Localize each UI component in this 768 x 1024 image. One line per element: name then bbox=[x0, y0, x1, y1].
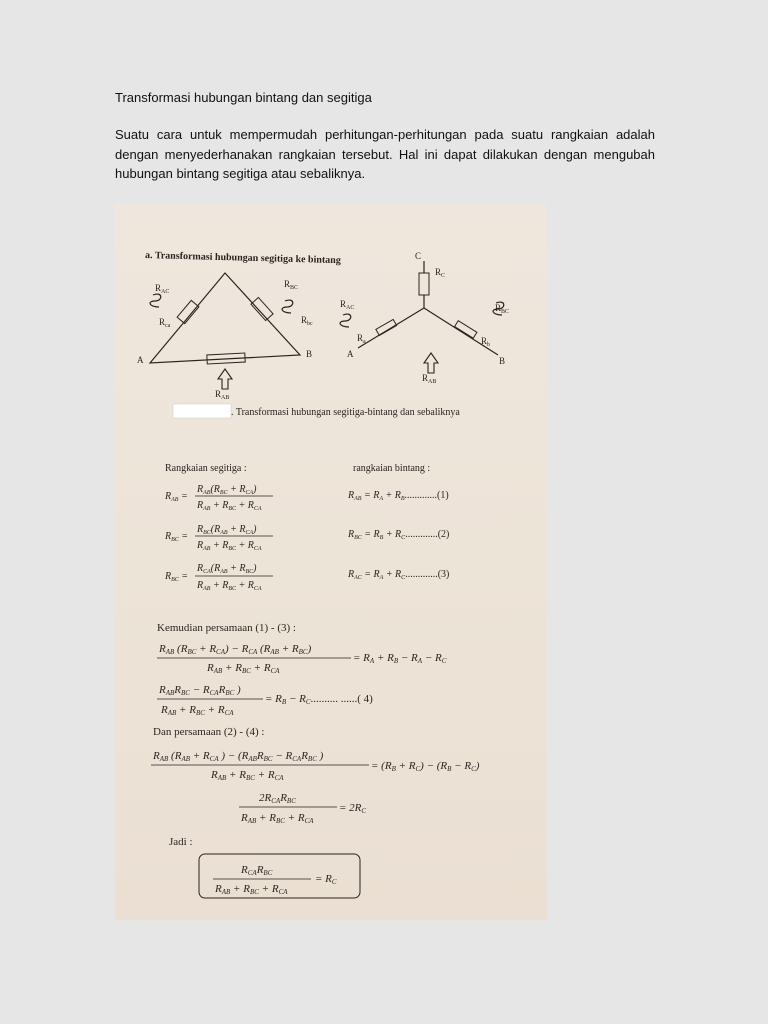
svg-text:= RA + RB − RA − RC: = RA + RB − RA − RC bbox=[353, 652, 447, 665]
svg-text:RAB + RBC + RCA: RAB + RBC + RCA bbox=[207, 662, 280, 675]
delta-circuit bbox=[137, 273, 313, 401]
document-paragraph: Suatu cara untuk mempermudah perhitungan-perhitungan pada suatu rangkaian adalah dengan menyederhanakan rangkaian tersebut. Hal ini dapat dilakukan dengan mengubah hubungan bintang segitiga atau sebaliknya. bbox=[115, 127, 655, 181]
svg-text:= RC: = RC bbox=[315, 873, 337, 886]
redaction-box bbox=[173, 404, 231, 418]
result-equation bbox=[213, 864, 337, 896]
svg-text:B: B bbox=[499, 356, 506, 366]
textbook-photo bbox=[115, 203, 547, 920]
figure-caption: . Transformasi hubungan segitiga-bintang dan sebaliknya bbox=[231, 407, 460, 418]
svg-text:RABRBC − RCARBC ): RABRBC − RCARBC ) bbox=[159, 684, 241, 697]
svg-text:RAB + RBC + RCA: $R_{AB} + R_{BC} + R_{CA}$ bbox=[197, 500, 262, 512]
svg-text:B: B bbox=[306, 349, 313, 359]
delta-equations bbox=[164, 484, 273, 592]
section-delta-label: Rangkaian segitiga : bbox=[165, 463, 247, 474]
svg-text:RAB: $R_{AB}$ bbox=[422, 373, 437, 385]
svg-text:RAB + RBC + RCA: RAB + RBC + RCA bbox=[241, 812, 314, 825]
svg-text:RAC: $R_{AC}$ bbox=[155, 283, 170, 295]
svg-text:RBC =: $R_{BC}$ = bbox=[165, 571, 189, 583]
kemudian-equations bbox=[157, 643, 447, 717]
dan-label: Dan persamaan (2) - (4) : bbox=[153, 726, 265, 738]
svg-text:Ra: $R_a$ bbox=[357, 333, 366, 345]
svg-text:C: C bbox=[415, 251, 422, 261]
svg-text:Rbc: $R_{bc}$ bbox=[301, 315, 313, 327]
svg-text:= 2RC: = 2RC bbox=[339, 802, 367, 815]
photo-heading: a. Transformasi hubungan segitiga ke bintang bbox=[144, 250, 341, 267]
svg-text:RAB + RBC + RCA: RAB + RBC + RCA bbox=[211, 769, 284, 782]
svg-text:A: A bbox=[347, 349, 354, 359]
svg-text:RAB + RBC + RCA: $R_{AB} + R_{BC} + R_{CA}$ bbox=[197, 540, 262, 552]
svg-text:RAB + RBC + RCA: RAB + RBC + RCA bbox=[161, 704, 234, 717]
textbook-photo-drawing bbox=[115, 203, 547, 920]
section-star-label: rangkaian bintang : bbox=[353, 463, 431, 474]
svg-text:Rca: $R_{ca}$ bbox=[159, 317, 171, 329]
svg-text:RAB (RBC + RCA) − RCA (RAB + R: RAB (RBC + RCA) − RCA (RAB + RBC) bbox=[159, 643, 312, 656]
svg-text:RAB + RBC + RCA: RAB + RBC + RCA bbox=[215, 883, 288, 896]
svg-text:RBC =: $R_{BC}$ = bbox=[165, 531, 189, 543]
svg-text:RAB = RA + RB.............(1): $R_{AB} = R_A + R_B.............(1)$ bbox=[348, 490, 449, 502]
svg-text:RAB + RBC + RCA: $R_{AB} + R_{BC} + R_{CA}$ bbox=[197, 580, 262, 592]
svg-text:RAB =: $R_{AB}$ = bbox=[165, 491, 188, 503]
svg-text:RAC: $R_{AC}$ bbox=[340, 299, 355, 311]
kemudian-label: Kemudian persamaan (1) - (3) : bbox=[157, 622, 296, 634]
svg-text:RBC: $R_{BC}$ bbox=[284, 279, 299, 291]
svg-text:RBC = RB + RC.............(2): $R_{BC} = R_B + R_C.............(2)$ bbox=[348, 529, 450, 541]
svg-text:= (RB + RC) − (RB − RC): = (RB + RC) − (RB − RC) bbox=[371, 760, 480, 773]
svg-text:RCA(RAB + RBC): $R_{CA}(R_{AB} + R_{BC})$ bbox=[197, 563, 257, 575]
svg-text:RC: $R_C$ bbox=[435, 267, 446, 279]
svg-text:RAB: $R_{AB}$ bbox=[215, 389, 230, 401]
svg-text:A: A bbox=[137, 355, 144, 365]
document-title: Transformasi hubungan bintang dan segitiga bbox=[115, 90, 372, 105]
svg-text:RCARBC: RCARBC bbox=[241, 864, 273, 877]
svg-text:Rb: $R_b$ bbox=[481, 336, 491, 348]
svg-text:RAB(RBC + RCA): $R_{AB}(R_{BC} + R_{CA})$ bbox=[197, 484, 257, 496]
svg-text:RAC = RA + RC.............(3): $R_{AC} = R_A + R_C.............(3)$ bbox=[348, 569, 450, 581]
star-equations bbox=[347, 490, 449, 581]
svg-text:2RCARBC: 2RCARBC bbox=[259, 792, 296, 805]
jadi-label: Jadi : bbox=[169, 836, 193, 848]
dan-equations bbox=[151, 750, 480, 825]
svg-text:RBC: $R_{BC}$ bbox=[495, 303, 510, 315]
svg-text:RBC(RAB + RCA): $R_{BC}(R_{AB} + R_{CA})$ bbox=[197, 524, 257, 536]
star-circuit bbox=[340, 251, 509, 385]
svg-text:= RB − RC.......... ......( 4: = RB − RC.......... ......( 4) bbox=[265, 693, 373, 706]
svg-text:RAB (RAB + RCA ) − (RABRBC − R: RAB (RAB + RCA ) − (RABRBC − RCARBC ) bbox=[153, 750, 324, 763]
